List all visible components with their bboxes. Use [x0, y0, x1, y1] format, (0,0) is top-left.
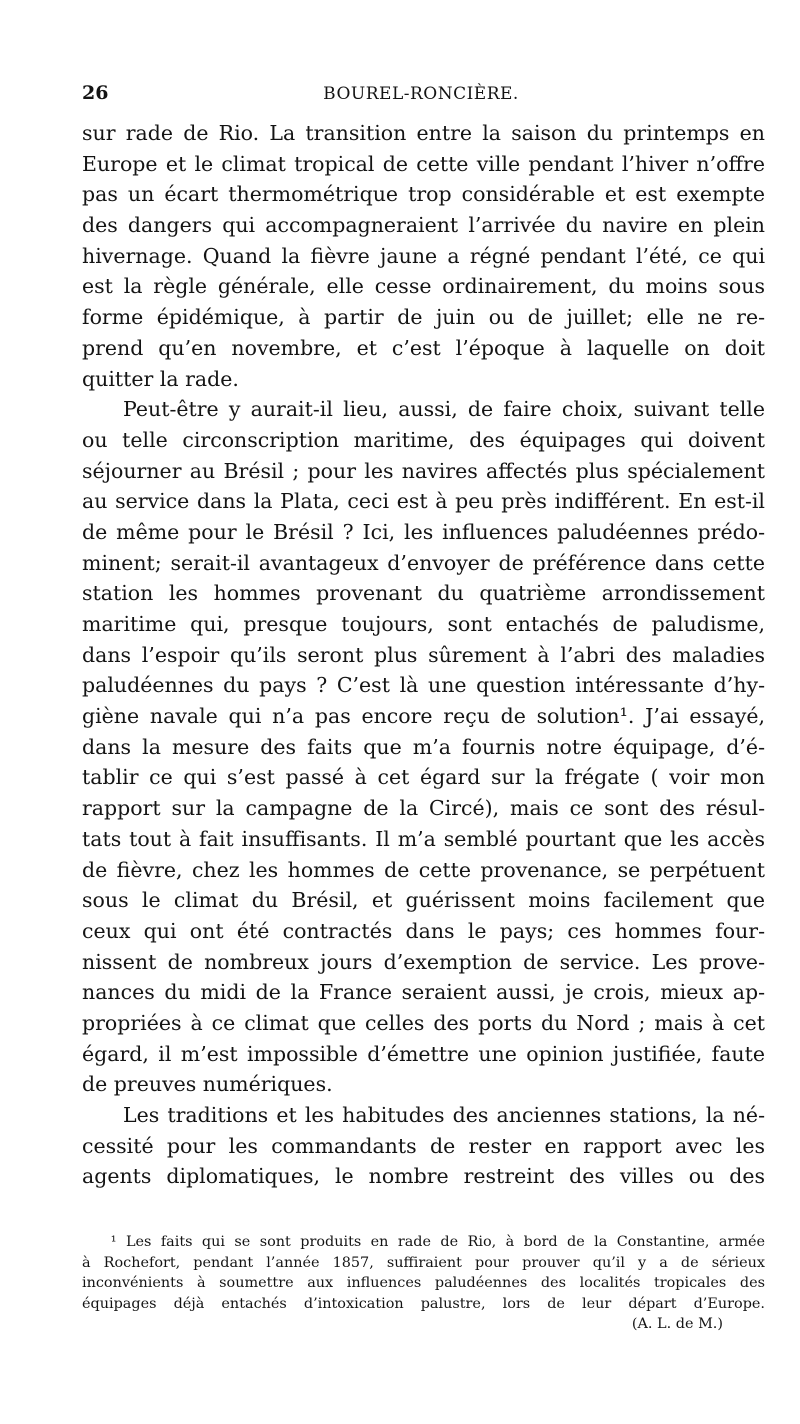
running-title: BOUREL-RONCIÈRE.	[323, 84, 519, 104]
text-line: de même pour le Brésil ? Ici, les influences paludéennes prédo-	[82, 519, 765, 544]
text-line: nissent de nombreux jours d’exemption de service. Les prove-	[82, 949, 765, 974]
footnote-line: inconvénients à soumettre aux influences paludéennes des localités tropicales des	[82, 1275, 765, 1291]
text-line: forme épidémique, à partir de juin ou de juillet; elle ne re-	[82, 305, 765, 330]
text-line: tats tout à fait insuffisants. Il m’a semblé pourtant que les accès	[82, 826, 765, 851]
body-text	[82, 118, 765, 1192]
text-line: minent; serait-il avantageux d’envoyer de préférence dans cette	[82, 550, 765, 575]
text-line: dans l’espoir qu’ils seront plus sûrement à l’abri des maladies	[82, 642, 765, 667]
text-line: tablir ce qui s’est passé à cet égard sur la frégate ( voir mon	[82, 765, 765, 790]
text-line: ceux qui ont été contractés dans le pays; ces hommes four-	[82, 918, 765, 943]
text-line: dans la mesure des faits que m’a fournis notre équipage, d’é-	[82, 734, 765, 759]
text-line: agents diplomatiques, le nombre restreint des villes ou des	[82, 1164, 765, 1189]
text-line: de preuves numériques.	[82, 1072, 333, 1097]
text-line: quitter la rade.	[82, 366, 239, 391]
text-line: séjourner au Brésil ; pour les navires affectés plus spécialement	[82, 458, 765, 483]
text-line: paludéennes du pays ? C’est là une question intéressante d’hy-	[82, 673, 765, 698]
footnote-signature: (A. L. de M.)	[631, 1316, 723, 1332]
text-line: sous le climat du Brésil, et guérissent moins facilement que	[82, 888, 765, 913]
text-line: est la règle générale, elle cesse ordinairement, du moins sous	[82, 274, 765, 299]
footnote-line: à Rochefort, pendant l’année 1857, suffiraient pour prouver qu’il y a de sérieux	[82, 1254, 765, 1271]
text-line: cessité pour les commandants de rester en rapport avec les	[82, 1133, 765, 1158]
text-line: sur rade de Rio. La transition entre la saison du printemps en	[82, 121, 765, 145]
text-line: pas un écart thermométrique trop considérable et est exempte	[82, 182, 765, 207]
text-line: giène navale qui n’a pas encore reçu de solution¹. J’ai essayé,	[82, 704, 765, 729]
footnotes	[82, 1232, 765, 1335]
text-line: Peut-être y aurait-il lieu, aussi, de faire choix, suivant telle	[123, 397, 765, 422]
footnote-line: équipages déjà entachés d’intoxication palustre, lors de leur départ d’Europe.	[82, 1295, 765, 1312]
text-line: de fièvre, chez les hommes de cette provenance, se perpétuent	[82, 857, 765, 882]
text-line: maritime qui, presque toujours, sont entachés de paludisme,	[82, 612, 765, 636]
text-line: au service dans la Plata, ceci est à peu près indifférent. En est-il	[82, 489, 765, 514]
footnote-line: ¹ Les faits qui se sont produits en rade de Rio, à bord de la Constantine, armée	[110, 1234, 765, 1250]
text-line: Europe et le climat tropical de cette ville pendant l’hiver n’offre	[82, 151, 765, 176]
text-line: prend qu’en novembre, et c’est l’époque à laquelle on doit	[82, 335, 765, 360]
text-line: propriées à ce climat que celles des ports du Nord ; mais à cet	[82, 1010, 765, 1035]
text-line: des dangers qui accompagneraient l’arrivée du navire en plein	[82, 213, 765, 238]
text-line: station les hommes provenant du quatrième arrondissement	[82, 581, 765, 606]
page-header	[82, 82, 760, 112]
text-line: rapport sur la campagne de la Circé), mais ce sont des résul-	[82, 796, 765, 821]
text-line: égard, il m’est impossible d’émettre une opinion justifiée, faute	[82, 1041, 765, 1066]
text-line: Les traditions et les habitudes des anciennes stations, la né-	[123, 1103, 765, 1127]
text-line: hivernage. Quand la fièvre jaune a régné pendant l’été, ce qui	[82, 243, 765, 268]
page-number: 26	[82, 82, 109, 104]
text-line: ou telle circonscription maritime, des équipages qui doivent	[82, 427, 765, 452]
text-line: nances du midi de la France seraient aussi, je crois, mieux ap-	[82, 980, 765, 1005]
